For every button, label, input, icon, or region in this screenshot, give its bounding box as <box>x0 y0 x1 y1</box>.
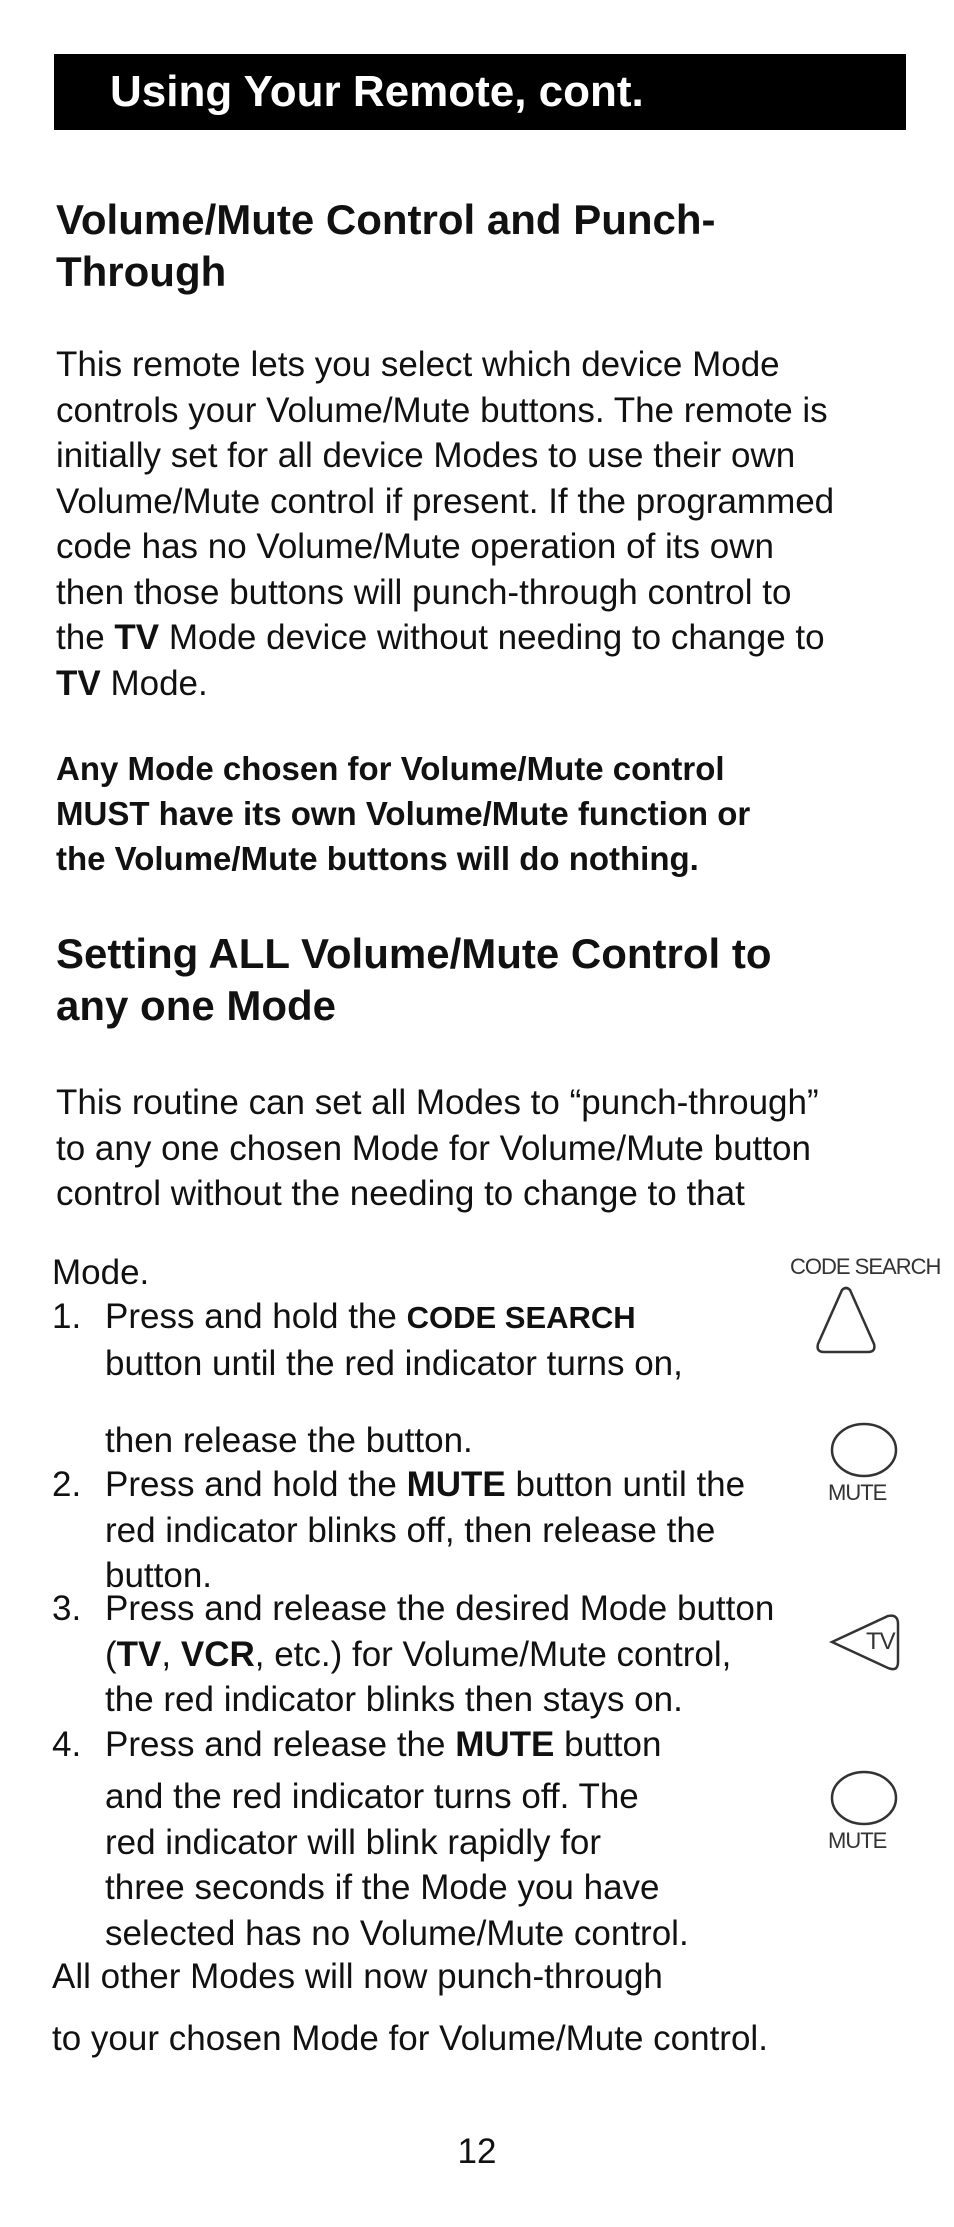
text-line: the Volume/Mute buttons will do nothing. <box>56 840 699 877</box>
text-line <box>105 1722 661 1768</box>
text-line: This remote lets you select which device Mode <box>56 345 780 384</box>
text-line: to any one chosen Mode for Volume/Mute button <box>56 1128 811 1168</box>
text-line: button. <box>105 1556 213 1595</box>
text-line: button until the red indicator turns on, <box>105 1343 683 1383</box>
mute-label: MUTE <box>828 1480 887 1505</box>
text-line: red indicator blinks off, then release the <box>105 1510 716 1550</box>
text: Mode device without needing to change to <box>159 618 825 657</box>
text-line: selected has no Volume/Mute control. <box>105 1913 689 1953</box>
step-number: 1. <box>52 1297 82 1336</box>
text-line: then those buttons will punch-through control to <box>56 572 792 612</box>
text-line: control without the needing to change to that <box>56 1174 745 1213</box>
text-line: Press and release the desired Mode button <box>105 1589 775 1628</box>
routine-intro <box>56 1080 819 1217</box>
text-line: code has no Volume/Mute operation of its own <box>56 527 774 566</box>
heading-line: any one Mode <box>56 982 337 1029</box>
step-4 <box>105 1722 661 1768</box>
heading-line: Through <box>56 248 227 295</box>
text-line <box>56 615 834 661</box>
text: Mode. <box>100 663 208 703</box>
text-line: All other Modes will now punch-through <box>52 1957 663 1996</box>
text-line <box>56 661 834 707</box>
heading-line: Volume/Mute Control and Punch- <box>56 196 716 243</box>
bold-text: CODE SEARCH <box>406 1300 636 1335</box>
text: button until the <box>505 1465 746 1504</box>
text-line <box>105 1294 683 1341</box>
text-line <box>105 1632 774 1678</box>
step-3 <box>105 1586 774 1723</box>
step-number: 4. <box>52 1725 82 1764</box>
bold-text: MUTE <box>406 1465 506 1504</box>
warning-paragraph <box>56 746 750 881</box>
text-line: MUST have its own Volume/Mute function or <box>56 795 751 832</box>
text: , etc.) for Volume/Mute control, <box>254 1634 732 1674</box>
step-2 <box>105 1462 745 1599</box>
text-line: to your chosen Mode for Volume/Mute control. <box>52 2019 768 2058</box>
tv-label: TV <box>866 1628 895 1655</box>
text-line: Volume/Mute control if present. If the programmed <box>56 481 835 521</box>
text-line: initially set for all device Modes to use their own <box>56 436 796 475</box>
mute-button-icon <box>826 1420 902 1480</box>
page-title: Using Your Remote, cont. <box>110 67 644 116</box>
text-line: Mode. <box>52 1253 150 1292</box>
step-number: 3. <box>52 1589 82 1628</box>
step-number: 2. <box>52 1465 82 1504</box>
text: button <box>554 1725 662 1764</box>
text: Press and hold the <box>105 1465 407 1504</box>
bold-text: VCR <box>180 1634 255 1674</box>
mute-button-icon <box>826 1768 902 1828</box>
step-4-cont <box>105 1774 689 1956</box>
step-1 <box>105 1294 683 1386</box>
text-line: then release the button. <box>105 1421 473 1460</box>
bold-text: TV <box>114 618 160 657</box>
text: Press and hold the <box>105 1297 407 1336</box>
bold-text: MUTE <box>455 1725 555 1764</box>
code-search-button-icon <box>812 1284 880 1358</box>
section-heading-setting-all <box>56 928 772 1032</box>
text: the <box>56 618 115 657</box>
text-line: Any Mode chosen for Volume/Mute control <box>56 750 725 787</box>
intro-paragraph <box>56 342 834 706</box>
bold-text: TV <box>116 1634 162 1674</box>
text-line <box>105 1462 745 1508</box>
text-line: the red indicator blinks then stays on. <box>105 1680 683 1719</box>
text-line: controls your Volume/Mute buttons. The remote is <box>56 390 828 430</box>
mute-label: MUTE <box>828 1828 887 1853</box>
text-line: three seconds if the Mode you have <box>105 1868 660 1907</box>
text: Press and release the <box>105 1725 456 1764</box>
text-line: and the red indicator turns off. The <box>105 1777 639 1816</box>
page-number: 12 <box>457 2132 497 2171</box>
text-line: red indicator will blink rapidly for <box>105 1822 602 1862</box>
text-line: This routine can set all Modes to “punch-through” <box>56 1083 819 1122</box>
text: ( <box>105 1634 117 1674</box>
code-search-label: CODE SEARCH <box>790 1254 941 1279</box>
section-heading-volume-mute <box>56 194 716 298</box>
bold-text: TV <box>56 663 101 703</box>
text: , <box>161 1634 181 1674</box>
heading-line: Setting ALL Volume/Mute Control to <box>56 930 772 977</box>
